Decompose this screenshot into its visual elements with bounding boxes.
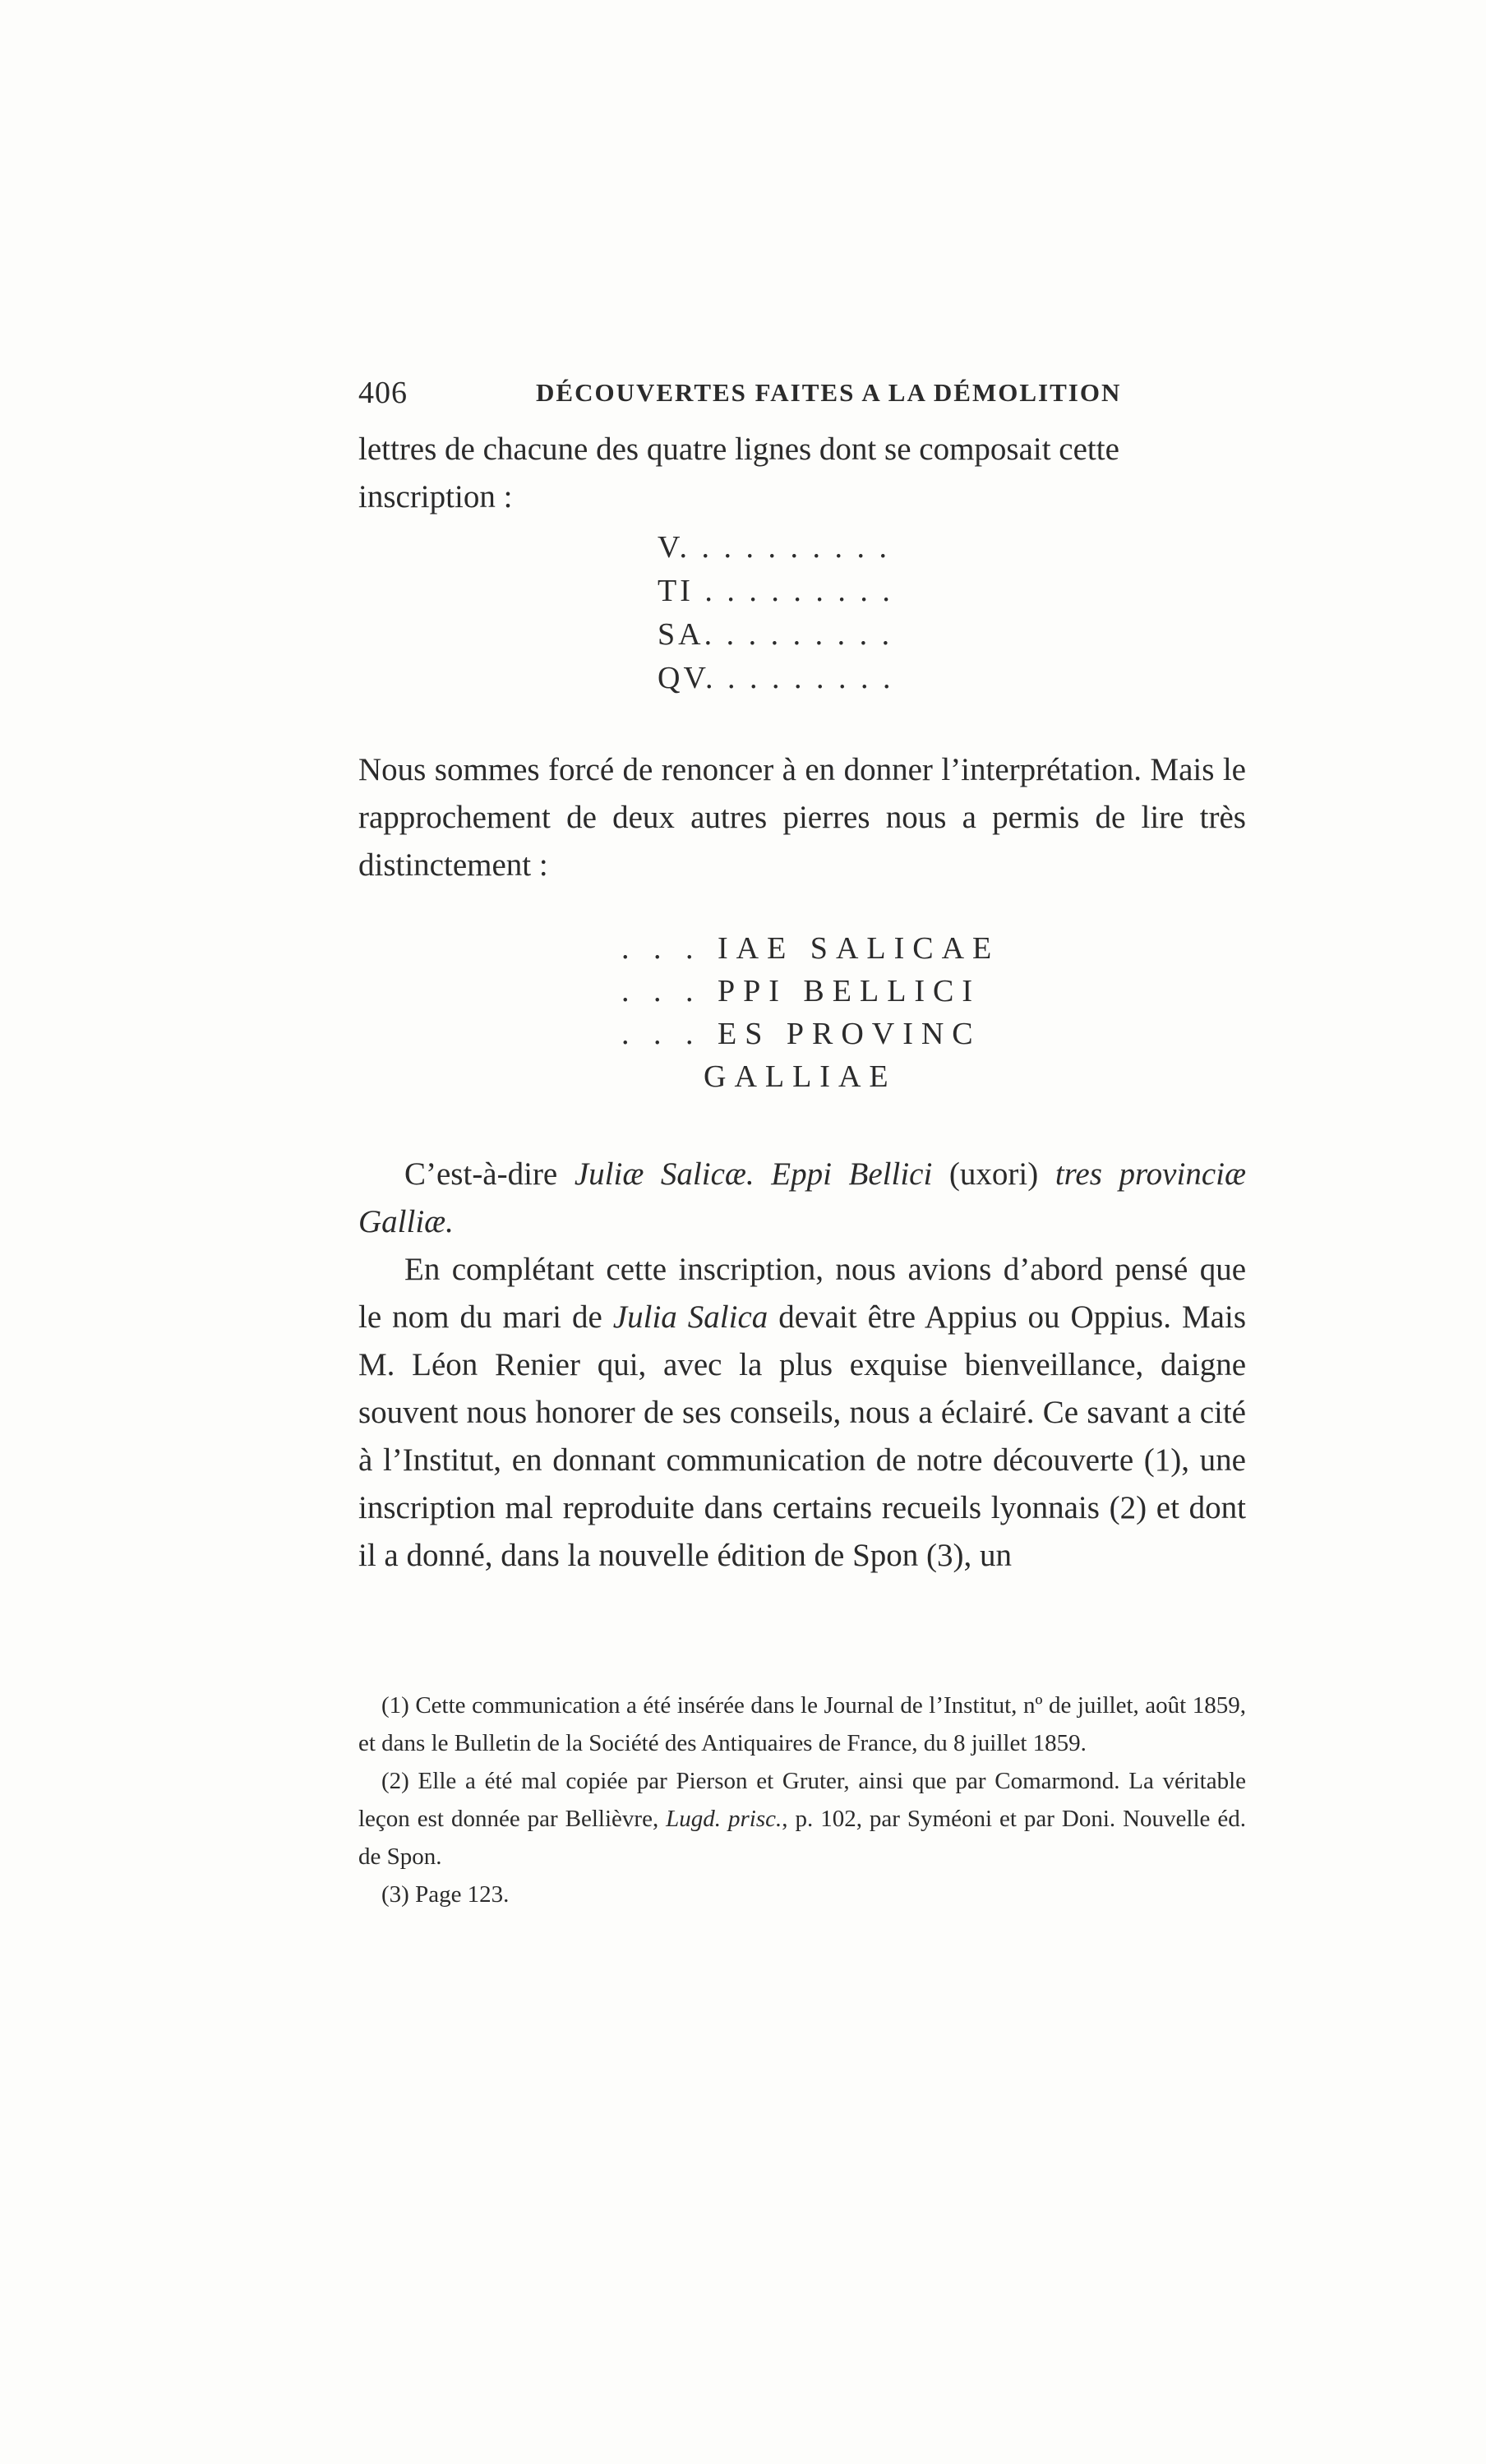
footnote-1: (1) Cette communication a été insérée dans le Journal de l’Institut, nº de juillet, août 1859, et dans le Bulletin de la Société des Antiquaires de France, du 8 juillet 1859. (358, 1692, 1246, 1756)
intro-line-2: inscription : (358, 479, 513, 514)
inscription-fragment-a (658, 526, 894, 700)
reading-tres: tres provinciæ Galliæ. (358, 1156, 1246, 1239)
intro-text (358, 426, 1246, 521)
reading-eppi: Eppi Bellici (771, 1156, 933, 1192)
inscription-fragment-b (621, 927, 999, 1098)
paragraph-2-julia-salica: Julia Salica (612, 1299, 768, 1335)
footnote-2-italic: Lugd. prisc. (666, 1806, 782, 1832)
paragraph-2 (358, 1246, 1246, 1580)
reading-julia: Juliæ Salicæ. (574, 1156, 755, 1192)
inscription-a-line: QV. . . . . . . . . (658, 661, 894, 695)
inscription-b-line: . . . IAE SALICAE (621, 931, 1000, 966)
footnote-3: (3) Page 123. (381, 1881, 510, 1908)
inscription-b-line: . . . PPI BELLICI (621, 974, 981, 1008)
inscription-a-line: TI . . . . . . . . . (658, 574, 893, 608)
paragraph-2-part-1: En complétant cette inscription, nous avions d’abord pensé que le nom du mari de (358, 1252, 1246, 1335)
reading-line (358, 1151, 1246, 1246)
inscription-b-line: . . . ES PROVINC (621, 1017, 981, 1051)
reading-uxori: (uxori) (932, 1156, 1055, 1192)
paragraph-1: Nous sommes forcé de renoncer à en donner l’interprétation. Mais le rapprochement de deux autres pierres nous a permis de lire très distinctement : (358, 752, 1246, 883)
inscription-b-line: GALLIAE (704, 1059, 897, 1094)
paragraph-reading (358, 1151, 1246, 1580)
paragraph-2-part-2: devait être Appius ou Oppius. Mais M. Léon Renier qui, avec la plus exquise bienveillance, daigne souvent nous honorer de ses conseils, nous a éclairé. Ce savant a cité à l’Institut, en donnant communication de notre découverte (1), une inscription mal reproduite dans certains recueils lyonnais (2) et dont il a donné, dans la nouvelle édition de Spon (3), un (358, 1299, 1246, 1573)
footnotes (358, 1687, 1246, 1913)
footnote-2-part-1: (2) Elle a été mal copiée par Pierson et Gruter, ainsi que par Comarmond. La véritable leçon est donnée par Bellièvre, (358, 1768, 1246, 1832)
reading-prefix: C’est-à-dire (404, 1156, 575, 1192)
page-number: 406 (358, 376, 408, 410)
footnote-2-part-2: , p. 102, par Syméoni et par Doni. Nouvelle éd. de Spon. (358, 1806, 1246, 1870)
running-title: DÉCOUVERTES FAITES A LA DÉMOLITION (536, 378, 1122, 407)
inscription-a-line: SA. . . . . . . . . (658, 617, 893, 652)
inscription-a-line: V. . . . . . . . . . (658, 530, 891, 565)
paragraph-interpretation (358, 746, 1246, 889)
intro-line-1: lettres de chacune des quatre lignes dont se composait cette (358, 431, 1119, 467)
footnote-2 (358, 1762, 1246, 1876)
